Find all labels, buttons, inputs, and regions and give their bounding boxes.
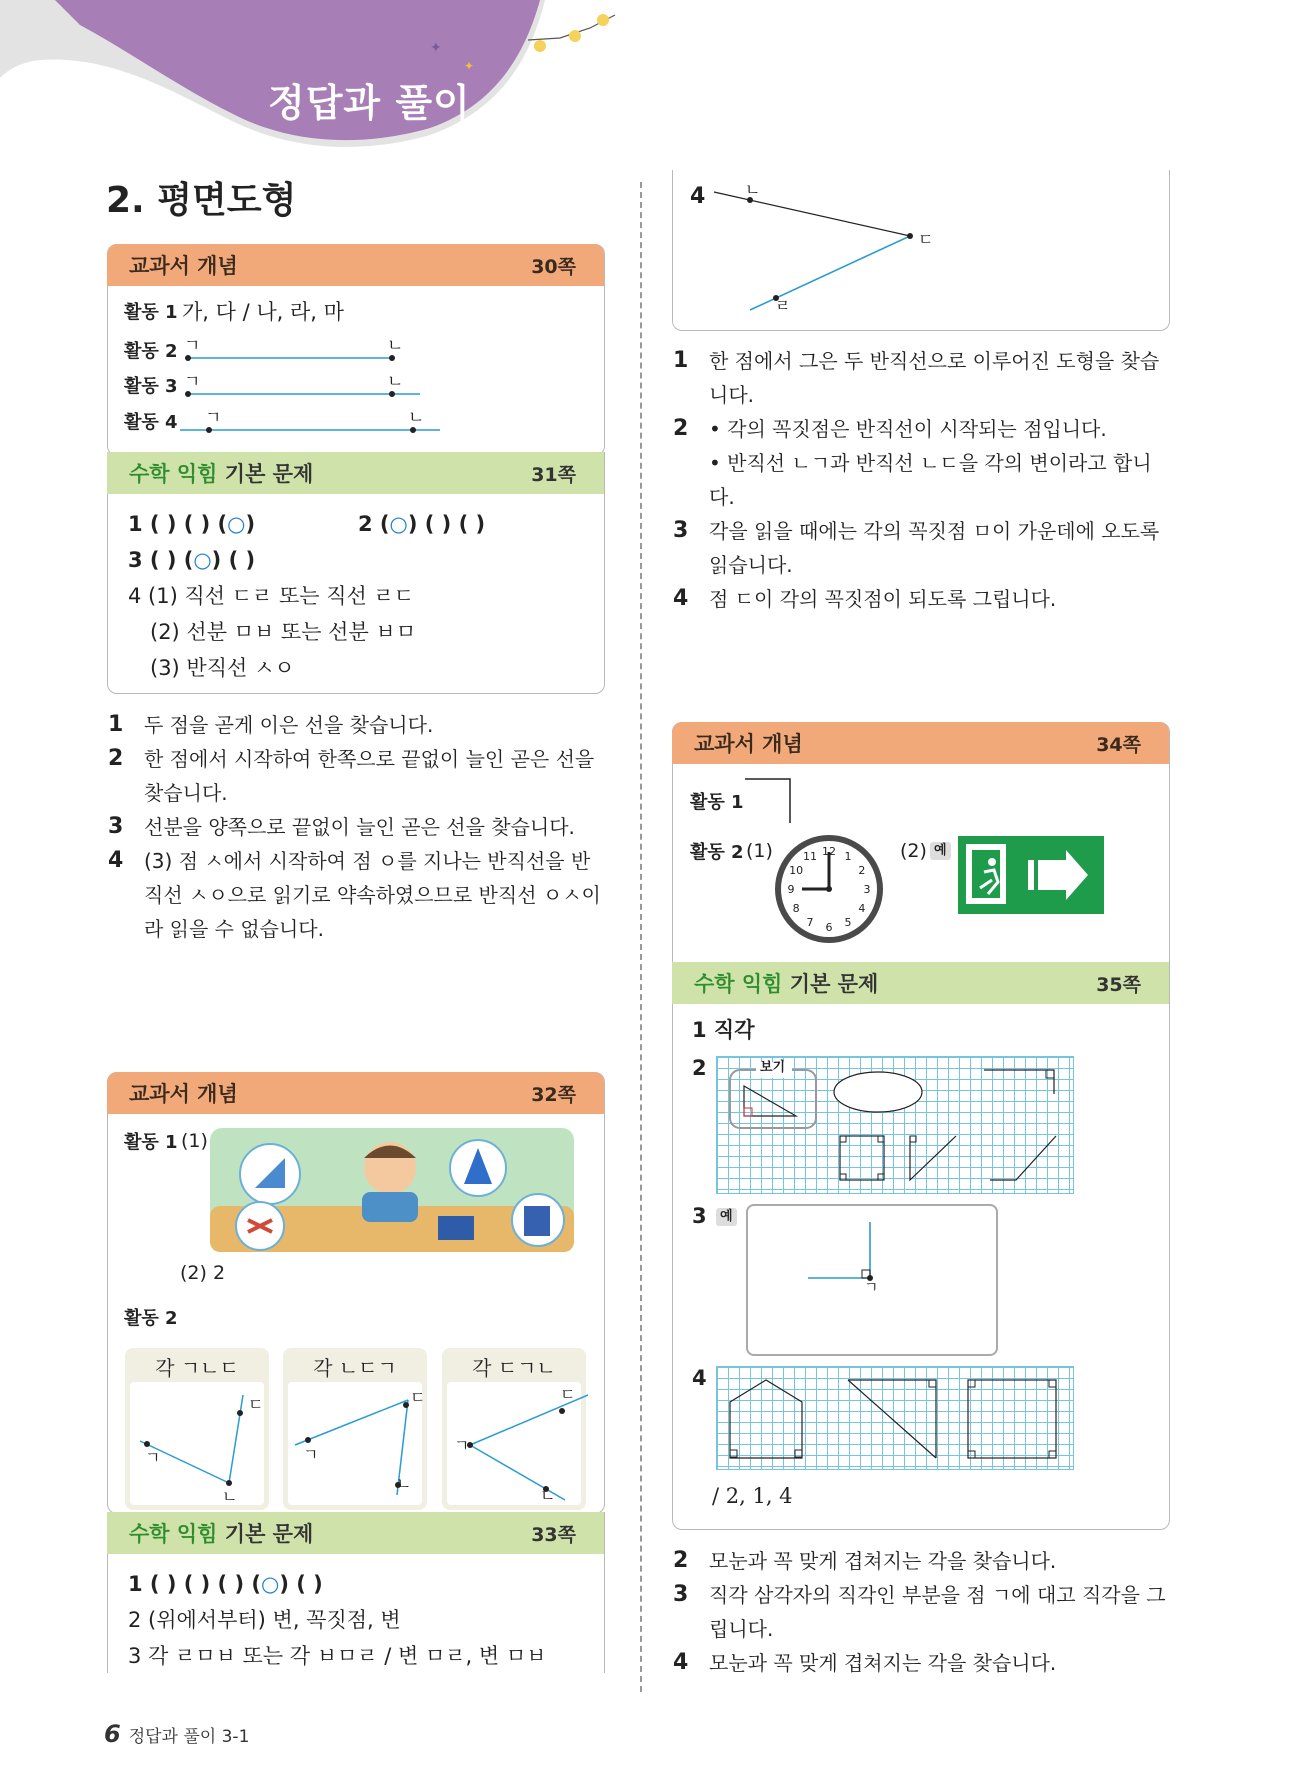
page-number: 6 [104, 1720, 121, 1748]
clock-number: 4 [858, 902, 866, 915]
point-label: ㄴ [387, 336, 404, 356]
activity-label: 활동 1 [124, 1132, 178, 1153]
clock-number: 5 [844, 915, 852, 929]
answer-q3: 3 ( ) (○) ( ) [128, 548, 256, 572]
explanation-31-4: 4 (3) 점 ㅅ에서 시작하여 점 ㅇ를 지나는 반직선을 반직선 ㅅㅇ으로 읽기로 약속하였으므로 반직선 ㅇㅅ이라 읽을 수 없습니다. [108, 848, 601, 941]
activity-label: 활동 4 [124, 412, 178, 433]
footer [104, 1720, 249, 1748]
clock-number: 1 [844, 850, 852, 864]
basic-bar-p35 [672, 962, 1169, 1004]
angle-card-label: 각 ㄱㄴㄷ [155, 1356, 239, 1380]
concept-title: 교과서 개념 [129, 254, 238, 278]
answer-q4-1: 4 (1) 직선 ㄷㄹ 또는 직선 ㄹㄷ [128, 584, 415, 608]
right-angle-figure [740, 775, 800, 825]
basic-title-green: 수학 익힘 [694, 972, 783, 996]
clock-number: 10 [789, 864, 804, 877]
exit-sign-icon [958, 836, 1104, 914]
activity-label: 활동 2 [690, 842, 744, 863]
concept-title: 교과서 개념 [129, 1082, 238, 1106]
explanation-r2-4: 4 모눈과 꼭 맞게 겹쳐지는 각을 찾습니다. [673, 1650, 1057, 1675]
page-ref: 32쪽 [531, 1083, 576, 1106]
explanation-r2-3: 3 직각 삼각자의 직각인 부분을 점 ㄱ에 대고 직각을 그립니다. [673, 1582, 1166, 1641]
explanation-31-2: 2 한 점에서 시작하여 한쪽으로 끝없이 늘인 곧은 선을 찾습니다. [108, 746, 595, 805]
activity-label: 활동 1 [124, 302, 178, 323]
answer-q4-3: (3) 반직선 ㅅㅇ [150, 656, 295, 680]
clock-number: 2 [858, 864, 866, 877]
basic-bar-p31 [107, 452, 604, 494]
grid-q2-shapes [716, 1056, 1074, 1194]
angle-figures [125, 1385, 590, 1510]
explanation-r1-2: 2 • 각의 꼭짓점은 반직선이 시작되는 점입니다. [673, 416, 1107, 441]
activity-label: 활동 3 [124, 376, 178, 397]
point-label: ㄱ [145, 1448, 161, 1467]
angle-card-label: 각 ㄴㄷㄱ [313, 1356, 397, 1380]
point-label: ㄷ [918, 230, 934, 249]
answer-q2: 2 (위에서부터) 변, 꼭짓점, 변 [128, 1608, 401, 1632]
point-label: ㄴ [540, 1486, 556, 1505]
answer-q4-2: (2) 선분 ㅁㅂ 또는 선분 ㅂㅁ [150, 620, 416, 644]
svg-text:✦: ✦ [464, 59, 475, 73]
point-label: ㄴ [222, 1487, 238, 1506]
point-label: ㄴ [396, 1474, 412, 1493]
answer-q2: 2 [692, 1056, 707, 1080]
answer-q1: 1 ( ) ( ) ( ) (○) ( ) [128, 1572, 323, 1596]
clock-number: 3 [863, 883, 871, 896]
basic-title-green: 수학 익힘 [129, 1522, 218, 1546]
explanation-r1-2b: • 반직선 ㄴㄱ과 반직선 ㄴㄷ을 각의 변이라고 합니다. [709, 451, 1152, 509]
clock-number: 12 [822, 845, 836, 858]
point-label: ㄹ [775, 296, 791, 315]
page-ref: 33쪽 [531, 1523, 576, 1546]
clock-number: 9 [787, 883, 795, 896]
activity-answer: 가, 다 / 나, 라, 마 [182, 300, 344, 324]
explanation-31-1: 1 두 점을 곧게 이은 선을 찾습니다. [108, 712, 434, 737]
basic-title-rest: 기본 문제 [224, 1522, 314, 1546]
basic-title-green: 수학 익힘 [129, 462, 218, 486]
clock-number: 7 [806, 915, 814, 929]
grid-q4-shapes [716, 1366, 1074, 1470]
explanation-31-3: 3 선분을 양쪽으로 끝없이 늘인 곧은 선을 찾습니다. [108, 814, 575, 839]
clock-number: 6 [825, 921, 833, 934]
activity-sub: (1) [746, 840, 773, 862]
point-label: ㄱ [184, 336, 201, 356]
basic-title-rest: 기본 문제 [224, 462, 314, 486]
point-label: ㄷ [248, 1395, 264, 1414]
angle-drawing-q4 [700, 180, 960, 320]
point-label: ㄷ [560, 1385, 576, 1404]
answer-q1: 1 직각 [692, 1018, 755, 1042]
answer-q3: 3 [692, 1204, 707, 1228]
page-ref: 31쪽 [531, 463, 576, 486]
example-tag: 예 [930, 842, 951, 860]
activity-sub: (1) [181, 1130, 208, 1152]
section-title: 2. 평면도형 [106, 180, 297, 221]
answer-q2: 2 (○) ( ) ( ) [358, 512, 486, 536]
answer-q4-num: 4 [690, 184, 706, 209]
activity-label: 활동 2 [124, 1308, 178, 1329]
svg-text:✦: ✦ [430, 40, 442, 56]
explanation-r1-4: 4 점 ㄷ이 각의 꼭짓점이 되도록 그립니다. [673, 586, 1057, 611]
bogi-label: 보기 [760, 1060, 786, 1075]
point-label: ㄱ [184, 372, 201, 392]
page-ref: 30쪽 [531, 255, 576, 278]
concept-bar-p30 [107, 244, 604, 286]
activity-sub: (2) [900, 840, 927, 862]
footer-text: 정답과 풀이 3-1 [128, 1727, 250, 1747]
activity-answer: (2) 2 [180, 1262, 226, 1284]
point-label: ㄴ [408, 408, 425, 428]
concept-bar-p32 [107, 1072, 604, 1114]
basic-title-rest: 기본 문제 [789, 972, 879, 996]
example-tag: 예 [716, 1208, 737, 1226]
angle-card-label: 각 ㄷㄱㄴ [472, 1356, 556, 1380]
answer-q1: 1 ( ) ( ) (○) [128, 512, 256, 536]
answer-q4-values: / 2, 1, 4 [712, 1484, 793, 1508]
page-ref: 35쪽 [1096, 973, 1141, 996]
explanation-r1-3: 3 각을 읽을 때에는 각의 꼭짓점 ㅁ이 가운데에 오도록 읽습니다. [673, 518, 1160, 577]
point-label: ㄴ [387, 372, 404, 392]
point-label: ㄴ [745, 180, 761, 199]
right-angle-drawing [800, 1218, 900, 1318]
activity-label: 활동 2 [124, 341, 178, 362]
illustration-boy-desk [210, 1128, 574, 1252]
clock-icon [772, 832, 886, 946]
header-title: 정답과 풀이 [268, 81, 471, 125]
point-label: ㄱ [303, 1445, 319, 1464]
concept-title: 교과서 개념 [694, 732, 803, 756]
clock-number: 11 [803, 850, 817, 864]
concept-bar-p34 [672, 722, 1169, 764]
point-label: ㄱ [205, 408, 222, 428]
page-ref: 34쪽 [1096, 733, 1141, 756]
explanation-r2-2: 2 모눈과 꼭 맞게 겹쳐지는 각을 찾습니다. [673, 1548, 1057, 1573]
answer-q3: 3 각 ㄹㅁㅂ 또는 각 ㅂㅁㄹ / 변 ㅁㄹ, 변 ㅁㅂ [128, 1644, 547, 1668]
point-label: ㄱ [454, 1436, 470, 1455]
column-divider [640, 182, 642, 1692]
clock-number: 8 [792, 902, 800, 915]
point-label: ㄷ [410, 1388, 426, 1407]
activity-label: 활동 1 [690, 792, 744, 813]
answer-q4: 4 [692, 1366, 707, 1390]
basic-bar-p33 [107, 1512, 604, 1554]
explanation-r1-1: 1 한 점에서 그은 두 반직선으로 이루어진 도형을 찾습니다. [673, 348, 1160, 407]
point-label: ㄱ [864, 1278, 879, 1296]
